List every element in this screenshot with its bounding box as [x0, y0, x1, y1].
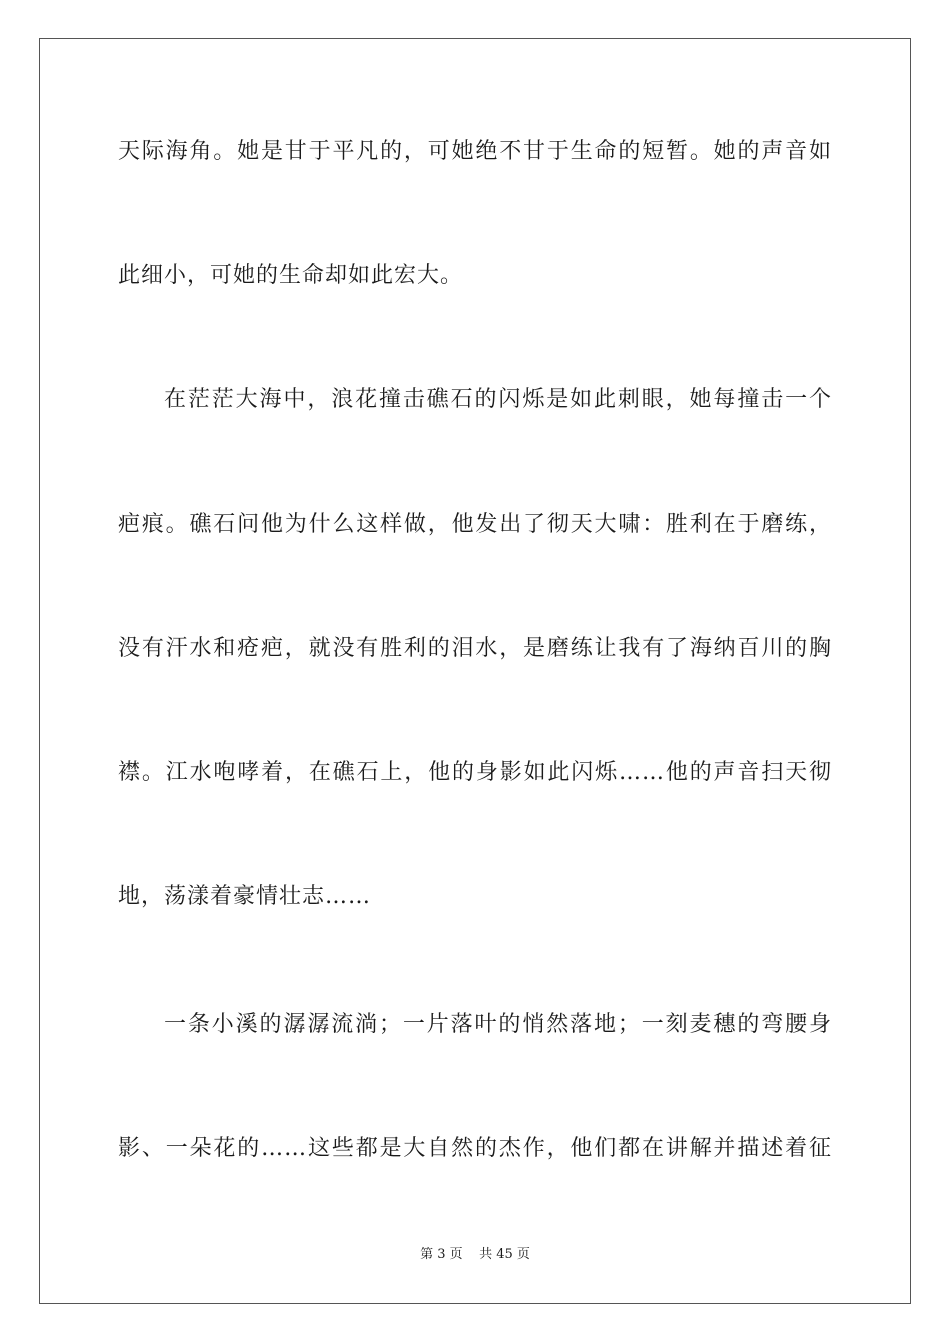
text-line: 襟。江水咆哮着，在礁石上，他的身影如此闪烁……他的声音扫天彻	[118, 760, 832, 785]
page-border	[39, 38, 911, 1304]
page-footer	[0, 1246, 950, 1264]
text-line: 此细小，可她的生命却如此宏大。	[118, 263, 464, 288]
text-line: 没有汗水和疮疤，就没有胜利的泪水，是磨练让我有了海纳百川的胸	[118, 636, 832, 661]
text-line: 地，荡漾着豪情壮志……	[118, 884, 372, 909]
text-line: 在茫茫大海中，浪花撞击礁石的闪烁是如此刺眼，她每撞击一个	[164, 387, 832, 412]
text-line: 影、一朵花的……这些都是大自然的杰作，他们都在讲解并描述着征	[118, 1136, 832, 1161]
text-line: 一条小溪的潺潺流淌；一片落叶的悄然落地；一刻麦穗的弯腰身	[164, 1012, 832, 1037]
page-number: 第 3 页 共 45 页	[420, 1247, 530, 1262]
text-line: 天际海角。她是甘于平凡的，可她绝不甘于生命的短暂。她的声音如	[118, 139, 832, 164]
text-line: 疤痕。礁石问他为什么这样做，他发出了彻天大啸：胜利在于磨练，	[118, 512, 832, 537]
